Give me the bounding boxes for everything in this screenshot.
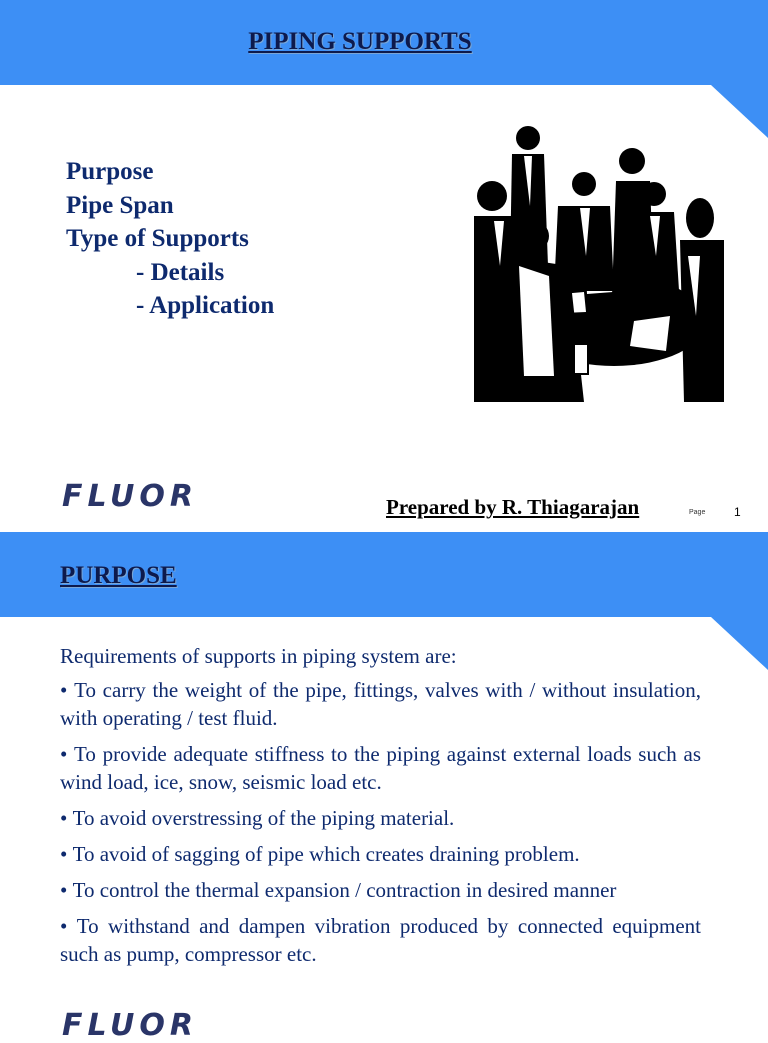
bullet-item: • To control the thermal expansion / contraction in desired manner: [60, 878, 617, 902]
bullet-item: • To carry the weight of the pipe, fittings, valves with / without insulation, with operating / test fluid.: [60, 678, 701, 730]
slide-content: [60, 642, 701, 976]
page-number: 1: [734, 505, 741, 519]
agenda-subitem: - Details: [136, 258, 225, 286]
slide-2: [0, 532, 768, 1043]
slide-title: PURPOSE: [60, 562, 177, 589]
agenda-subitem: - Application: [136, 292, 275, 319]
agenda-item: Type of Supports: [66, 225, 249, 252]
bullet-icon: •: [60, 806, 73, 830]
bullet-icon: •: [60, 878, 73, 902]
bullet-icon: •: [60, 742, 75, 766]
fluor-logo: FLUOR: [62, 1008, 198, 1043]
slide-title: PIPING SUPPORTS: [248, 28, 472, 55]
bullet-icon: •: [60, 678, 75, 702]
agenda-item: Pipe Span: [66, 191, 174, 219]
header-corner-triangle: [711, 617, 768, 670]
bullet-item: • To withstand and dampen vibration produced by connected equipment such as pump, compressor etc.: [60, 914, 701, 966]
bullet-icon: •: [60, 914, 77, 938]
meeting-people-clipart: [474, 116, 724, 402]
agenda-list: [66, 155, 274, 323]
bullet-icon: •: [60, 842, 73, 866]
intro-text: Requirements of supports in piping system are:: [60, 644, 457, 668]
agenda-item: Purpose: [66, 158, 154, 185]
page-label: Page: [689, 509, 706, 516]
bullet-item: • To provide adequate stiffness to the piping against external loads such as wind load, ice, snow, seismic load etc.: [60, 742, 701, 794]
bullet-item: • To avoid overstressing of the piping material.: [60, 806, 455, 830]
fluor-logo: FLUOR: [62, 479, 198, 514]
prepared-by: Prepared by R. Thiagarajan: [386, 495, 640, 519]
bullet-item: • To avoid of sagging of pipe which creates draining problem.: [60, 842, 580, 866]
